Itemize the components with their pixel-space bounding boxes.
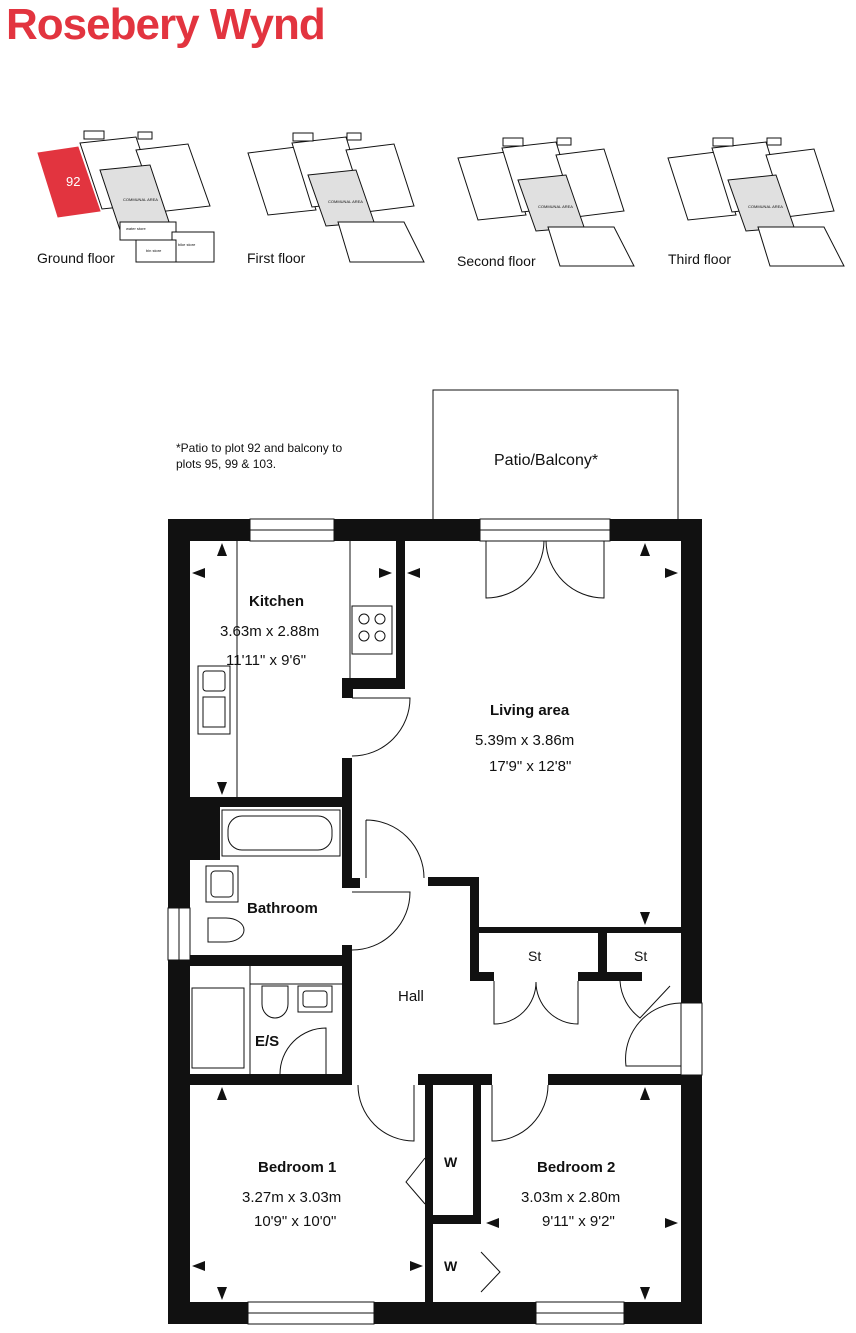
ensuite-door[interactable]: [280, 1028, 326, 1074]
bedroom2-name: Bedroom 2: [537, 1159, 616, 1176]
ensuite-toilet-icon: [262, 986, 288, 1018]
wardrobe1-name: W: [444, 1154, 458, 1170]
key-plan-third-floor[interactable]: [668, 138, 844, 266]
ground-water-store-tag: water store: [126, 226, 146, 231]
ensuite-fittings: [192, 966, 342, 1074]
patio-door-left[interactable]: [486, 541, 544, 598]
ensuite-name: E/S: [255, 1033, 280, 1050]
store-door-left[interactable]: [494, 981, 536, 1024]
key-plan-label-second: Second floor: [457, 253, 536, 269]
hob-icon: [352, 606, 392, 654]
kitchen-name: Kitchen: [249, 593, 305, 610]
kitchen-fittings: [198, 541, 392, 797]
living-name: Living area: [490, 702, 570, 719]
bedroom2-metric: 3.03m x 2.80m: [521, 1189, 621, 1206]
patio-note-line1: *Patio to plot 92 and balcony to: [176, 441, 343, 455]
store2-door[interactable]: [620, 981, 670, 1018]
second-communal-tag: COMMUNAL AREA: [538, 204, 573, 209]
bathroom-name: Bathroom: [247, 900, 318, 917]
store2-name: St: [634, 948, 648, 964]
key-plan-label-ground: Ground floor: [37, 250, 115, 266]
kitchen-imperial: 11'11" x 9'6": [226, 652, 307, 669]
living-metric: 5.39m x 3.86m: [475, 732, 575, 749]
key-plan-second-floor[interactable]: [458, 138, 634, 266]
entrance-door-frame[interactable]: [681, 1003, 702, 1075]
bathroom-fittings: [206, 810, 340, 942]
living-door[interactable]: [366, 820, 424, 878]
development-title: Rosebery Wynd: [6, 0, 325, 49]
bedroom1-imperial: 10'9" x 10'0": [254, 1213, 337, 1230]
store1-name: St: [528, 948, 542, 964]
wardrobe1-door[interactable]: [406, 1158, 425, 1204]
key-plan-label-first: First floor: [247, 250, 306, 266]
bedroom1-metric: 3.27m x 3.03m: [242, 1189, 342, 1206]
kitchen-metric: 3.63m x 2.88m: [220, 623, 320, 640]
patio-balcony-label: Patio/Balcony*: [494, 452, 599, 469]
patio-door-right[interactable]: [546, 541, 604, 598]
bedroom1-name: Bedroom 1: [258, 1159, 337, 1176]
plot-number-label: 92: [66, 174, 81, 189]
ground-communal-tag: COMMUNAL AREA: [123, 197, 158, 202]
hall-name: Hall: [398, 988, 424, 1005]
bedroom2-door[interactable]: [492, 1085, 548, 1141]
bedroom1-door[interactable]: [358, 1085, 414, 1141]
ground-bin-store-tag: bin store: [146, 248, 162, 253]
key-plan-label-third: Third floor: [668, 251, 732, 267]
wardrobe2-name: W: [444, 1258, 458, 1274]
living-imperial: 17'9" x 12'8": [489, 758, 572, 775]
key-plan-first-floor[interactable]: [248, 133, 424, 262]
bathroom-door[interactable]: [352, 892, 410, 950]
wardrobe2-door[interactable]: [481, 1252, 500, 1292]
bedroom2-imperial: 9'11" x 9'2": [542, 1213, 615, 1230]
ground-bike-store-tag: bike store: [178, 242, 196, 247]
shower-tray-icon: [192, 988, 244, 1068]
toilet-icon: [208, 918, 244, 942]
first-communal-tag: COMMUNAL AREA: [328, 199, 363, 204]
patio-note-line2: plots 95, 99 & 103.: [176, 457, 277, 471]
kitchen-door[interactable]: [352, 698, 410, 756]
third-communal-tag: COMMUNAL AREA: [748, 204, 783, 209]
store-door-right[interactable]: [536, 981, 578, 1024]
